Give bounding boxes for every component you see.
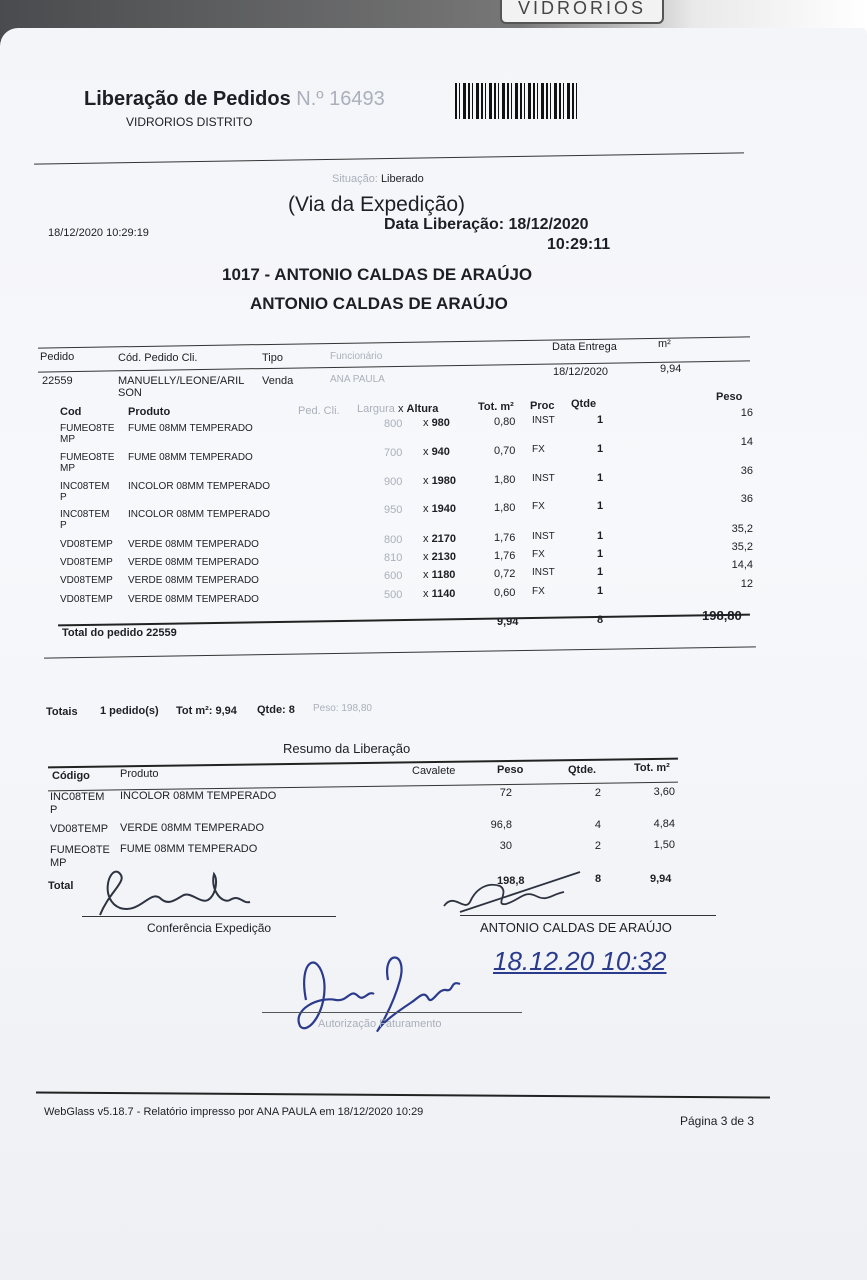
item-altura-value: 980 bbox=[431, 417, 450, 429]
item-x-separator: x bbox=[423, 588, 432, 600]
item-altura-value: 1940 bbox=[431, 503, 457, 515]
item-peso: 36 bbox=[740, 493, 753, 505]
resumo-codigo-cont: MP bbox=[50, 857, 67, 869]
handwritten-date: 18.12.20 10:32 bbox=[493, 946, 667, 976]
resumo-tot: 4,84 bbox=[653, 818, 675, 830]
item-cod-cont: MP bbox=[60, 463, 75, 474]
via-label: (Via da Expedição) bbox=[288, 193, 466, 216]
item-tot-m2: 0,80 bbox=[494, 416, 516, 428]
item-tot-m2: 1,80 bbox=[494, 502, 516, 514]
resumo-col-tot: Tot. m² bbox=[634, 762, 670, 774]
item-qtde: 1 bbox=[597, 566, 604, 578]
item-proc: FX bbox=[532, 444, 545, 455]
item-altura-value: 1980 bbox=[431, 475, 457, 487]
resumo-peso: 30 bbox=[499, 840, 512, 852]
item-proc: INST bbox=[532, 415, 555, 426]
totals-pedidos: 1 pedido(s) bbox=[100, 705, 159, 717]
item-cod: FUMEO8TE bbox=[60, 423, 115, 434]
m2-label: m² bbox=[658, 338, 671, 350]
item-peso: 14,4 bbox=[731, 559, 753, 571]
cliente-signature bbox=[440, 862, 590, 922]
funcionario-value: ANA PAULA bbox=[330, 374, 385, 385]
item-largura: 810 bbox=[384, 552, 403, 564]
item-proc: FX bbox=[532, 549, 545, 560]
situacao-label: Situação: bbox=[332, 173, 378, 185]
item-x-separator: x bbox=[423, 446, 432, 458]
item-qtde: 1 bbox=[597, 443, 604, 455]
m2-value: 9,94 bbox=[660, 363, 682, 375]
resumo-produto: INCOLOR 08MM TEMPERADO bbox=[120, 790, 277, 802]
item-peso: 12 bbox=[740, 578, 753, 590]
item-altura bbox=[423, 446, 450, 458]
item-x-separator: x bbox=[423, 533, 432, 545]
data-entrega-value: 18/12/2020 bbox=[553, 366, 609, 378]
item-altura bbox=[423, 533, 456, 545]
item-qtde: 1 bbox=[597, 472, 604, 484]
item-x-separator: x bbox=[423, 551, 432, 563]
autorizacao-label: Autorização Faturamento bbox=[318, 1018, 442, 1030]
signature-line-autorizacao bbox=[262, 1012, 522, 1013]
item-peso: 35,2 bbox=[731, 523, 753, 535]
resumo-total-peso: 198,8 bbox=[497, 875, 525, 887]
col-produto: Produto bbox=[128, 406, 171, 418]
item-x-separator: x bbox=[423, 503, 432, 515]
col-largura: Largura bbox=[357, 403, 395, 415]
item-cod: VD08TEMP bbox=[60, 594, 113, 605]
resumo-tot: 3,60 bbox=[653, 786, 675, 798]
item-produto: INCOLOR 08MM TEMPERADO bbox=[128, 509, 271, 520]
resumo-qtde: 2 bbox=[594, 840, 601, 852]
item-largura: 950 bbox=[384, 504, 403, 516]
resumo-qtde: 4 bbox=[594, 819, 601, 831]
item-peso: 35,2 bbox=[731, 541, 753, 553]
col-cod: Cod bbox=[60, 406, 82, 418]
item-altura-value: 2170 bbox=[431, 533, 457, 545]
item-peso: 16 bbox=[740, 407, 753, 419]
item-largura: 500 bbox=[384, 589, 403, 601]
item-altura-value: 1140 bbox=[431, 588, 456, 600]
data-liberacao-time: 10:29:11 bbox=[547, 236, 611, 253]
document-number: N.º 16493 bbox=[296, 88, 385, 110]
item-proc: INST bbox=[532, 473, 555, 484]
cliente-signature-label: ANTONIO CALDAS DE ARAÚJO bbox=[480, 920, 672, 935]
resumo-total-label: Total bbox=[48, 880, 74, 892]
item-peso: 14 bbox=[740, 436, 753, 448]
resumo-col-codigo: Código bbox=[52, 770, 90, 782]
resumo-total-tot: 9,94 bbox=[650, 873, 672, 885]
conferencia-label: Conferência Expedição bbox=[147, 921, 272, 935]
item-produto: FUME 08MM TEMPERADO bbox=[128, 423, 253, 434]
item-cod-cont: P bbox=[60, 520, 67, 531]
item-x-separator: x bbox=[423, 475, 432, 487]
item-tot-m2: 1,80 bbox=[494, 474, 516, 486]
item-largura: 800 bbox=[384, 418, 403, 430]
item-altura bbox=[423, 417, 450, 429]
client-code-name: 1017 - ANTONIO CALDAS DE ARAÚJO bbox=[222, 265, 533, 284]
col-qtde: Qtde bbox=[571, 398, 597, 410]
print-datetime: 18/12/2020 10:29:19 bbox=[48, 227, 149, 239]
col-altura: Altura bbox=[406, 403, 439, 415]
item-produto: INCOLOR 08MM TEMPERADO bbox=[128, 481, 271, 492]
page-number: Página 3 de 3 bbox=[680, 1114, 755, 1128]
cod-pedido-cli-cont: SON bbox=[118, 387, 142, 399]
data-liberacao bbox=[384, 216, 589, 234]
data-entrega-label: Data Entrega bbox=[552, 341, 617, 353]
background-label-box: VIDRORIOS bbox=[500, 0, 664, 24]
item-proc: INST bbox=[532, 531, 555, 542]
item-cod-cont: P bbox=[60, 492, 67, 503]
resumo-col-qtde: Qtde. bbox=[568, 764, 597, 776]
data-liberacao-date: 18/12/2020 bbox=[508, 216, 589, 233]
item-altura-value: 1180 bbox=[431, 569, 456, 581]
item-altura bbox=[423, 551, 456, 563]
item-altura bbox=[423, 503, 456, 515]
resumo-codigo: FUMEO8TE bbox=[50, 844, 110, 856]
resumo-title-text: Resumo da Liberação bbox=[283, 741, 411, 756]
item-cod: VD08TEMP bbox=[60, 575, 113, 586]
order-total-label: Total do pedido 22559 bbox=[62, 627, 177, 639]
item-altura-value: 940 bbox=[431, 446, 450, 458]
resumo-tot: 1,50 bbox=[653, 839, 675, 851]
totals-peso: Peso: 198,80 bbox=[313, 703, 372, 714]
item-altura bbox=[423, 569, 455, 581]
situacao-value: Liberado bbox=[380, 173, 424, 185]
item-tot-m2: 0,60 bbox=[494, 587, 516, 599]
item-cod-cont: MP bbox=[60, 434, 75, 445]
item-tot-m2: 1,76 bbox=[494, 532, 516, 544]
item-proc: FX bbox=[532, 501, 545, 512]
document-title bbox=[84, 88, 385, 111]
funcionario-label: Funcionário bbox=[330, 351, 383, 362]
item-produto: VERDE 08MM TEMPERADO bbox=[128, 594, 259, 605]
item-tot-m2: 1,76 bbox=[494, 550, 516, 562]
resumo-total-qtde: 8 bbox=[595, 873, 602, 885]
data-liberacao-label: Data Liberação: bbox=[384, 216, 505, 233]
company-name: VIDRORIOS DISTRITO bbox=[126, 115, 253, 129]
item-produto: FUME 08MM TEMPERADO bbox=[128, 452, 253, 463]
resumo-produto: VERDE 08MM TEMPERADO bbox=[120, 822, 265, 834]
resumo-title bbox=[283, 741, 410, 756]
item-qtde: 1 bbox=[597, 530, 604, 542]
item-altura bbox=[423, 588, 455, 600]
resumo-qtde: 2 bbox=[594, 787, 601, 799]
item-largura: 600 bbox=[384, 570, 403, 582]
col-x: x bbox=[397, 403, 404, 415]
resumo-peso: 96,8 bbox=[490, 819, 512, 831]
item-peso: 36 bbox=[740, 465, 753, 477]
resumo-produto: FUME 08MM TEMPERADO bbox=[120, 843, 258, 855]
item-tot-m2: 0,70 bbox=[494, 445, 516, 457]
item-cod: VD08TEMP bbox=[60, 557, 113, 568]
item-produto: VERDE 08MM TEMPERADO bbox=[128, 557, 259, 568]
item-proc: INST bbox=[532, 567, 555, 578]
item-cod: FUMEO8TE bbox=[60, 452, 115, 463]
item-x-separator: x bbox=[423, 569, 432, 581]
item-produto: VERDE 08MM TEMPERADO bbox=[128, 539, 259, 550]
resumo-codigo-cont: P bbox=[50, 804, 58, 816]
item-cod: INC08TEM bbox=[60, 481, 110, 492]
item-altura bbox=[423, 475, 456, 487]
order-total-peso: 198,80 bbox=[702, 608, 742, 623]
resumo-col-peso: Peso bbox=[497, 764, 524, 776]
item-cod: VD08TEMP bbox=[60, 539, 113, 550]
col-dimensions bbox=[357, 403, 438, 415]
col-proc: Proc bbox=[530, 400, 555, 412]
item-altura-value: 2130 bbox=[431, 551, 457, 563]
item-cod: INC08TEM bbox=[60, 509, 110, 520]
item-qtde: 1 bbox=[597, 414, 604, 426]
barcode bbox=[455, 83, 577, 119]
cod-pedido-cli: MANUELLY/LEONE/ARIL bbox=[118, 375, 245, 387]
item-qtde: 1 bbox=[597, 585, 604, 597]
resumo-col-produto: Produto bbox=[120, 768, 159, 780]
order-total-m2: 9,94 bbox=[497, 616, 519, 628]
conferencia-signature bbox=[90, 860, 270, 930]
col-peso: Peso bbox=[716, 391, 743, 403]
cod-pedido-label: Cód. Pedido Cli. bbox=[118, 352, 198, 364]
item-tot-m2: 0,72 bbox=[494, 568, 516, 580]
item-qtde: 1 bbox=[597, 548, 604, 560]
tipo-label: Tipo bbox=[262, 352, 283, 364]
client-name: ANTONIO CALDAS DE ARAÚJO bbox=[250, 294, 508, 313]
item-largura: 900 bbox=[384, 476, 403, 488]
col-tot-m2: Tot. m² bbox=[478, 401, 514, 413]
title-text: Liberação de Pedidos bbox=[84, 88, 291, 110]
item-qtde: 1 bbox=[597, 500, 604, 512]
situacao bbox=[332, 173, 424, 185]
footer-print-info: WebGlass v5.18.7 - Relatório impresso por ANA PAULA em 18/12/2020 10:29 bbox=[44, 1106, 424, 1118]
col-ped-cli: Ped. Cli. bbox=[298, 405, 340, 417]
tipo-value: Venda bbox=[262, 375, 294, 387]
item-proc: FX bbox=[532, 586, 545, 597]
item-largura: 800 bbox=[384, 534, 403, 546]
resumo-col-cavalete: Cavalete bbox=[412, 765, 456, 777]
totals-m2: Tot m²: 9,94 bbox=[176, 705, 237, 717]
resumo-peso: 72 bbox=[499, 787, 512, 799]
resumo-codigo: VD08TEMP bbox=[50, 823, 109, 835]
order-total-qtde: 8 bbox=[597, 614, 604, 626]
item-largura: 700 bbox=[384, 447, 403, 459]
totals-label: Totais bbox=[46, 706, 78, 718]
item-x-separator: x bbox=[423, 417, 432, 429]
item-produto: VERDE 08MM TEMPERADO bbox=[128, 575, 259, 586]
resumo-codigo: INC08TEM bbox=[50, 791, 105, 803]
pedido-number: 22559 bbox=[42, 375, 73, 387]
totals-qtde: Qtde: 8 bbox=[257, 704, 295, 716]
pedido-label: Pedido bbox=[40, 351, 75, 363]
